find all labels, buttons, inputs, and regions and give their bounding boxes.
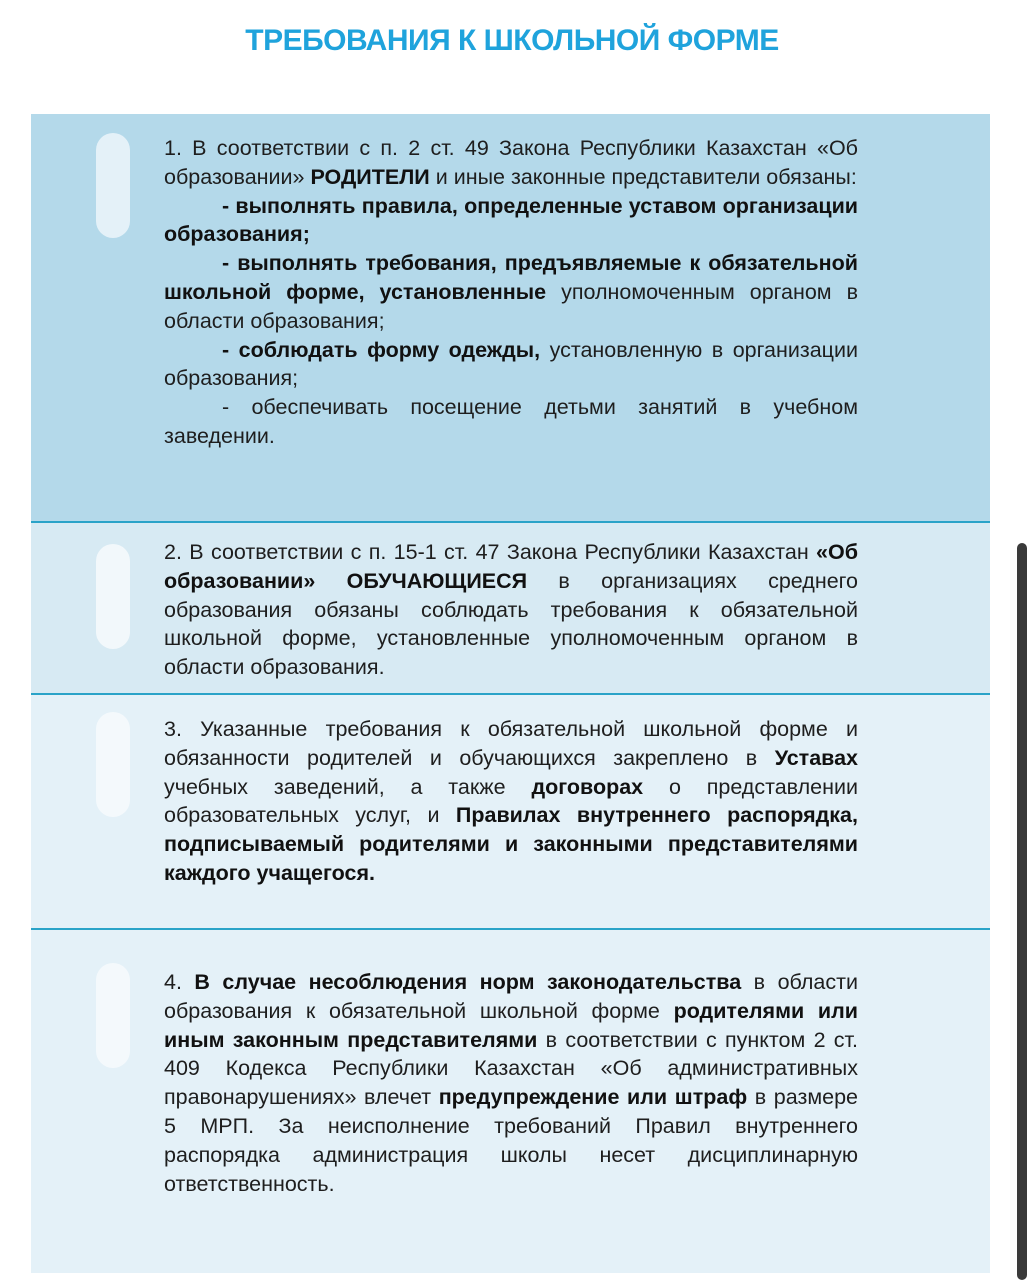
text-span: в организациях среднего образования обязаны соблюдать требования к обязательной школьной форме, установленные уполномоченным органом в области образования. (164, 568, 858, 680)
paragraph (164, 192, 858, 250)
text-span: 3. Указанные требования к обязательной школьной форме и обязанности родителей и обучающихся закреплено в (164, 717, 858, 770)
text-span: о представлении образовательных услуг, и (164, 774, 858, 828)
bold-span: РОДИТЕЛИ (310, 164, 430, 189)
paragraph (164, 249, 858, 335)
bold-span: В случае несоблюдения норм законодательства (194, 970, 742, 994)
requirement-text-1 (164, 134, 858, 451)
bold-span: - соблюдать форму одежды, (222, 337, 541, 362)
bold-span: родителями или иным законным представителями (164, 998, 859, 1052)
paragraph (164, 538, 858, 682)
decorative-pill (96, 133, 130, 238)
bold-span: - выполнять требования, предъявляемые к обязательной школьной форме, установленные (164, 251, 858, 304)
decorative-pill (96, 712, 130, 817)
requirement-text-2 (164, 538, 858, 682)
bold-span: предупреждение или штраф (438, 1085, 748, 1110)
text-span: 4. (164, 970, 195, 994)
page-title: ТРЕБОВАНИЯ К ШКОЛЬНОЙ ФОРМЕ (245, 24, 779, 57)
bold-span: «Об образовании» ОБУЧАЮЩИЕСЯ (164, 540, 858, 593)
paragraph (164, 134, 858, 192)
requirement-card-1 (31, 114, 990, 521)
bold-span: Правилах внутреннего распорядка, подписываемый родителями и законными представителями каждого учащегося. (164, 803, 858, 885)
text-span: установленную в организации образования; (164, 337, 858, 391)
paragraph (164, 393, 858, 451)
text-span: - обеспечивать посещение детьми занятий в учебном заведении. (164, 395, 858, 448)
text-span: и иные законные представители обязаны: (429, 164, 857, 189)
paragraph (164, 968, 858, 1198)
text-span: в соответствии с пунктом 2 ст. 409 Кодекса Республики Казахстан «Об административных правонарушениях» влечет (164, 1027, 858, 1110)
bold-span: договорах (531, 774, 644, 799)
paragraph (164, 336, 858, 394)
requirement-card-4 (31, 928, 990, 1273)
text-span: в размере 5 МРП. За неисполнение требований Правил внутреннего распорядка администрация школы несет дисциплинарную ответственность. (164, 1085, 858, 1196)
bold-span: - выполнять правила, определенные уставом организации образования; (164, 193, 858, 247)
decorative-pill (96, 544, 130, 649)
paragraph (164, 715, 858, 888)
scrollbar[interactable] (1017, 543, 1027, 1280)
requirement-text-4 (164, 968, 858, 1198)
bold-span: Уставах (774, 745, 858, 770)
requirement-text-3 (164, 715, 858, 888)
requirement-card-3 (31, 693, 990, 928)
text-span: 2. В соответствии с п. 15-1 ст. 47 Закона Республики Казахстан (164, 540, 817, 564)
decorative-pill (96, 963, 130, 1068)
text-span: уполномоченным органом в области образования; (164, 279, 859, 333)
requirement-card-2 (31, 521, 990, 693)
text-span: в области образования к обязательной школьной форме (164, 970, 858, 1023)
text-span: учебных заведений, а также (164, 774, 532, 799)
text-span: 1. В соответствии с п. 2 ст. 49 Закона Республики Казахстан «Об образовании» (164, 136, 858, 189)
